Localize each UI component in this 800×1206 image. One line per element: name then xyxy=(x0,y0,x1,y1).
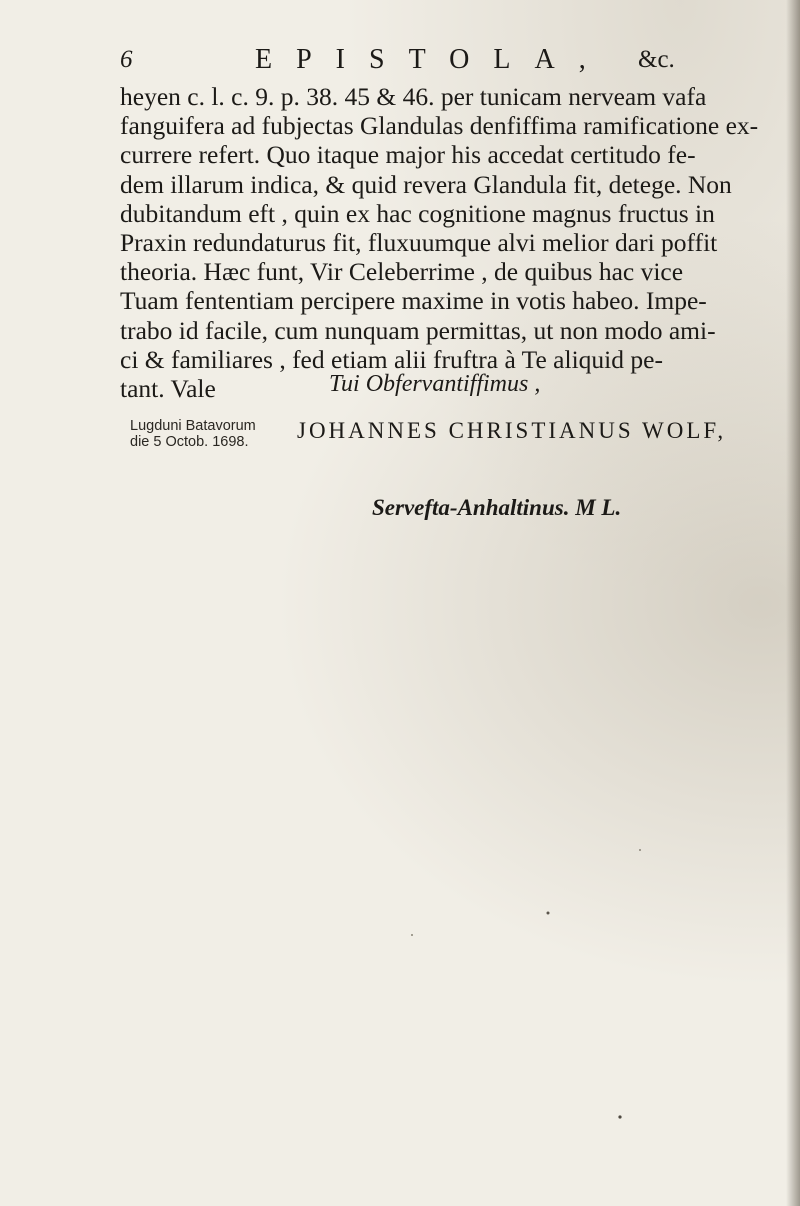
body-line-11: tant. Vale xyxy=(120,374,216,404)
author-origin: Servefta-Anhaltinus. M L. xyxy=(372,495,622,520)
paper-speck xyxy=(547,912,550,915)
date-line: die 5 Octob. 1698. xyxy=(130,434,249,450)
paper-speck xyxy=(639,849,641,851)
body-line-10: ci & familiares , fed etiam alii fruftra à Te aliquid pe- xyxy=(120,344,663,374)
running-title-etc: &c. xyxy=(638,46,675,73)
body-line-4: dem illarum indica, & quid revera Glandula fit, detege. Non xyxy=(120,169,732,199)
body-line-2: fanguifera ad fubjectas Glandulas denfiffima ramificatione ex- xyxy=(120,111,759,141)
page-number: 6 xyxy=(120,46,133,73)
paper-speck xyxy=(411,934,413,936)
body-line-3: currere refert. Quo itaque major his accedat certitudo fe- xyxy=(120,140,696,170)
body-line-9: trabo id facile, cum nunquam permittas, ut non modo ami- xyxy=(120,315,716,345)
paper-speck xyxy=(618,1115,621,1118)
body-line-1: heyen c. l. c. 9. p. 38. 45 & 46. per tunicam nerveam vafa xyxy=(120,82,707,111)
body-line-7: theoria. Hæc funt, Vir Celeberrime , de quibus hac vice xyxy=(120,257,684,287)
place-line: Lugduni Batavorum xyxy=(130,418,256,434)
author-signature: JOHANNES CHRISTIANUS WOLF, xyxy=(297,418,727,443)
page-edge-shadow xyxy=(786,0,800,1206)
body-line-6: Praxin redundaturus fit, fluxuumque alvi melior dari poffit xyxy=(120,228,718,258)
body-line-5: dubitandum eft , quin ex hac cognitione magnus fructus in xyxy=(120,198,715,228)
running-title: EPISTOLA, xyxy=(255,44,610,75)
body-line-8: Tuam fententiam percipere maxime in votis habeo. Impe- xyxy=(120,286,707,316)
closing-salutation: Tui Obfervantiffimus , xyxy=(329,371,541,397)
